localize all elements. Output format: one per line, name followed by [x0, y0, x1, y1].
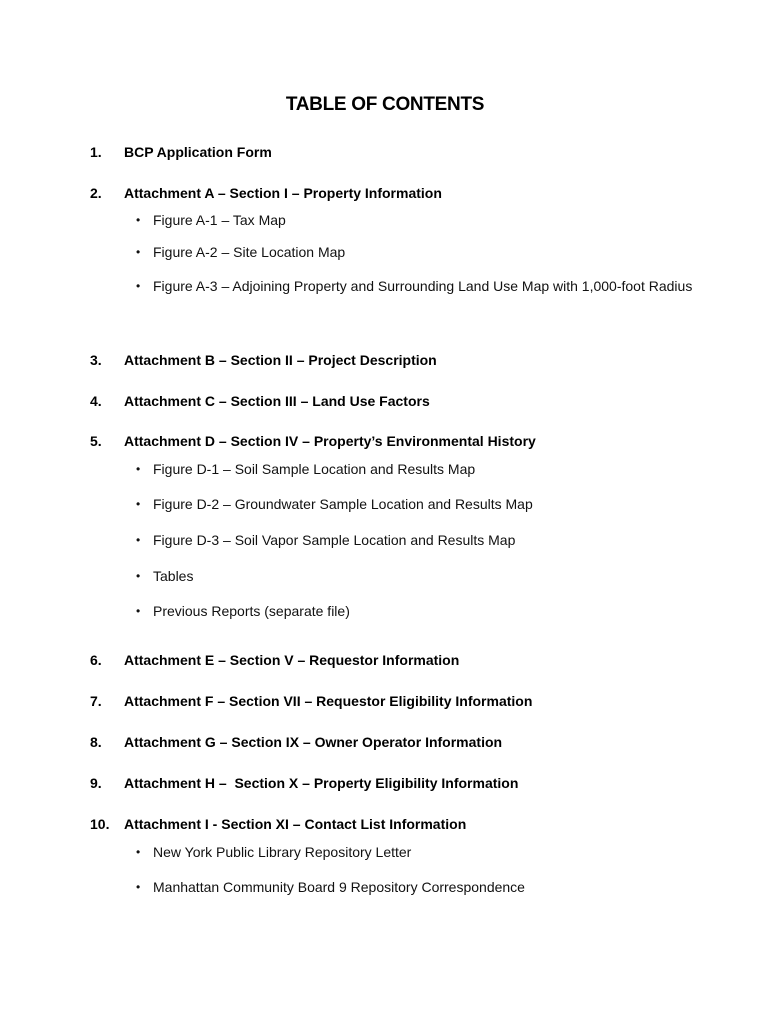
bullet-icon: • [136, 569, 141, 583]
bullet-icon: • [136, 462, 141, 476]
entry-label: Attachment D – Section IV – Property’s Environmental History [124, 433, 536, 449]
entry-number: 9. [90, 775, 102, 791]
entry-number: 2. [90, 185, 102, 201]
entry-label: Attachment H – Section X – Property Eligibility Information [124, 775, 519, 791]
entry-number: 1. [90, 144, 102, 160]
bullet-icon: • [136, 213, 141, 227]
entry-number: 5. [90, 433, 102, 449]
bullet-icon: • [136, 880, 141, 894]
entry-label: Attachment A – Section I – Property Information [124, 185, 442, 201]
toc-subitem [136, 875, 696, 900]
entry-label: Attachment I - Section XI – Contact List Information [124, 816, 467, 832]
bullet-icon: • [136, 279, 141, 293]
entry-label: Attachment F – Section VII – Requestor Eligibility Information [124, 693, 533, 709]
entry-number: 4. [90, 393, 102, 409]
subitem-label: Figure A-2 – Site Location Map [153, 244, 346, 260]
entry-number: 10. [90, 816, 110, 832]
subitem-label: Manhattan Community Board 9 Repository Correspondence [153, 879, 525, 895]
entry-label: Attachment B – Section II – Project Description [124, 352, 437, 368]
toc-subitem [136, 274, 696, 299]
entry-number: 7. [90, 693, 102, 709]
entry-number: 8. [90, 734, 102, 750]
entry-label: BCP Application Form [124, 144, 272, 160]
subitem-label: Figure D-3 – Soil Vapor Sample Location and Results Map [153, 532, 516, 548]
subitem-label: Previous Reports (separate file) [153, 603, 350, 619]
toc-subitem [136, 208, 696, 233]
subitem-label: Figure A-3 – Adjoining Property and Surrounding Land Use Map with 1,000-foot Radius [153, 278, 693, 294]
bullet-icon: • [136, 845, 141, 859]
toc-subitem [136, 457, 696, 482]
entry-label: Attachment E – Section V – Requestor Information [124, 652, 460, 668]
bullet-icon: • [136, 533, 141, 547]
subitem-label: Figure A-1 – Tax Map [153, 212, 286, 228]
subitem-label: Tables [153, 568, 194, 584]
toc-subitem [136, 492, 696, 517]
subitem-label: Figure D-1 – Soil Sample Location and Results Map [153, 461, 476, 477]
toc-subitem [136, 599, 696, 624]
subitem-label: Figure D-2 – Groundwater Sample Location and Results Map [153, 496, 533, 512]
toc-subitem [136, 528, 696, 553]
bullet-icon: • [136, 497, 141, 511]
page-title: TABLE OF CONTENTS [285, 94, 485, 115]
bullet-icon: • [136, 245, 141, 259]
toc-subitem [136, 564, 696, 589]
entry-number: 6. [90, 652, 102, 668]
entry-label: Attachment C – Section III – Land Use Factors [124, 393, 430, 409]
subitem-label: New York Public Library Repository Letter [153, 844, 412, 860]
entry-number: 3. [90, 352, 102, 368]
entry-label: Attachment G – Section IX – Owner Operator Information [124, 734, 503, 750]
toc-subitem [136, 840, 696, 865]
toc-subitem [136, 240, 696, 265]
bullet-icon: • [136, 604, 141, 618]
